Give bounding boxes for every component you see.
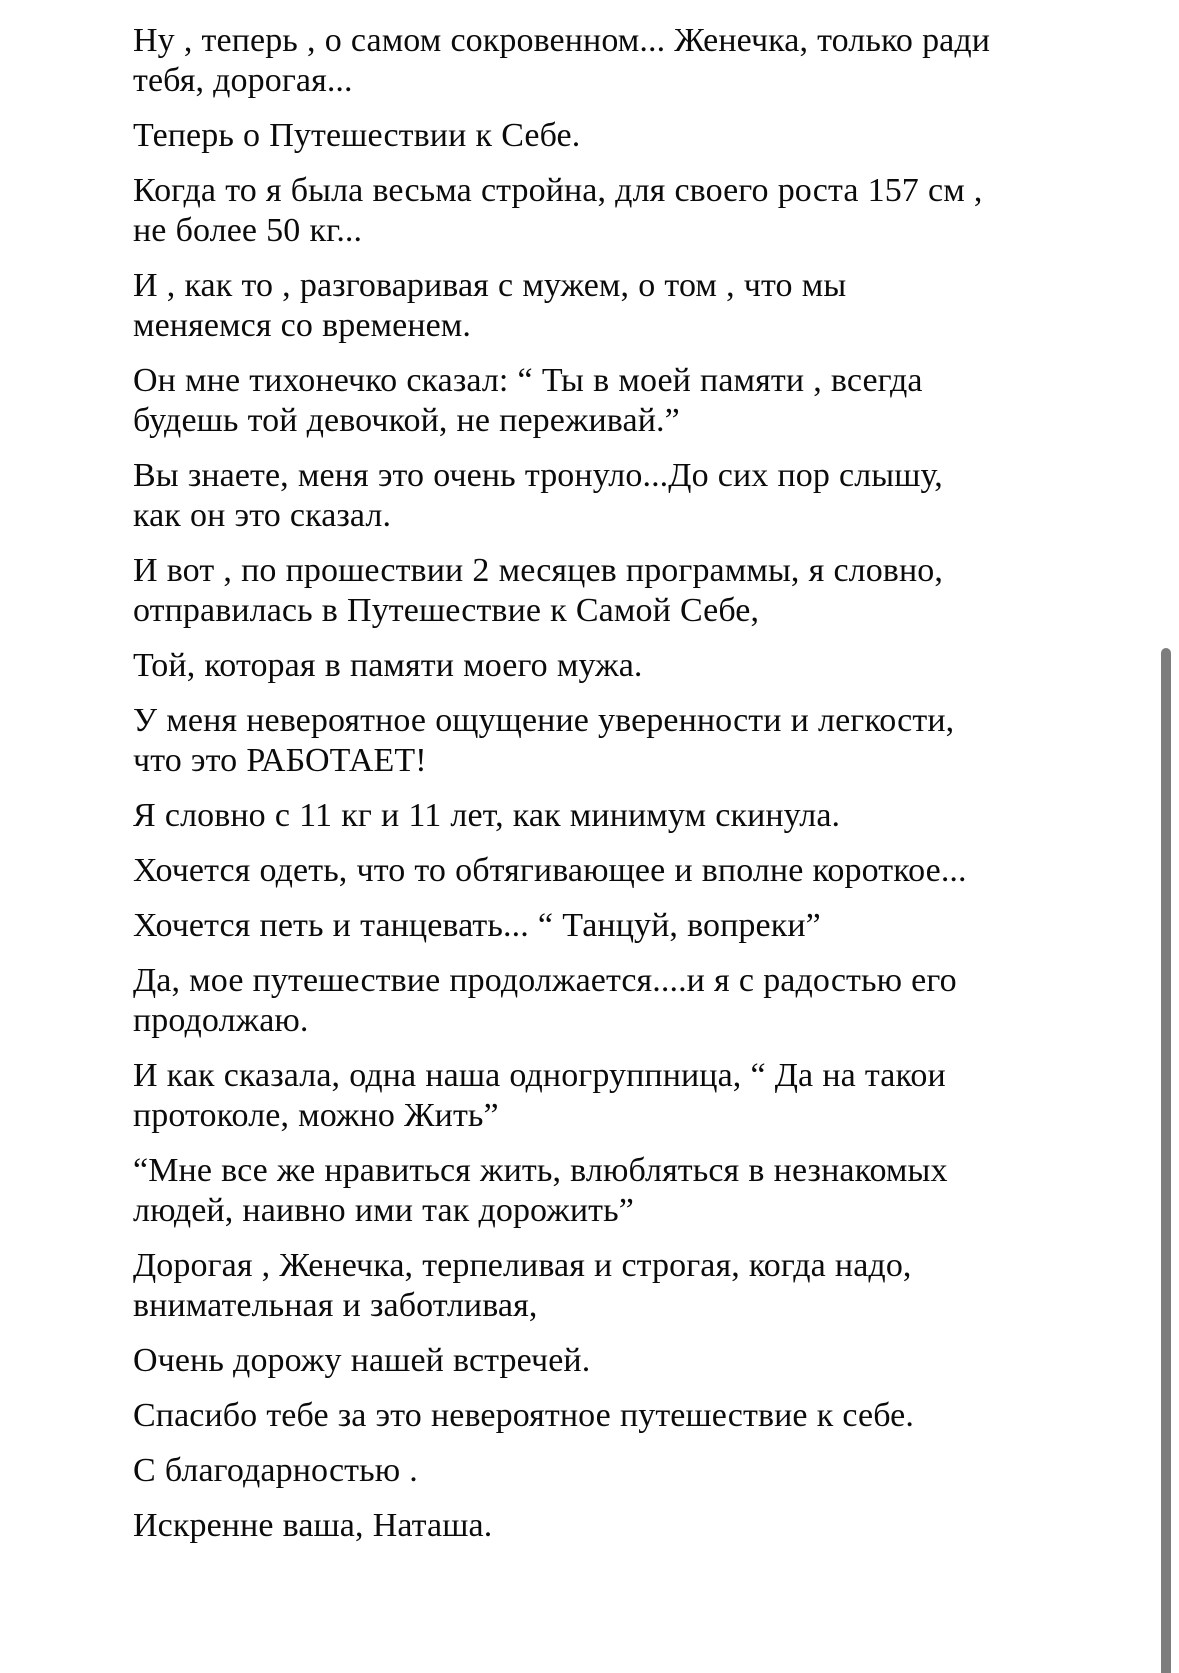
paragraph: Когда то я была весьма стройна, для своего роста 157 см , не более 50 кг...	[133, 172, 983, 249]
paragraph: Да, мое путешествие продолжается....и я с радостью его продолжаю.	[133, 962, 957, 1039]
paragraph: Хочется одеть, что то обтягивающее и вполне короткое...	[133, 852, 967, 889]
paragraph: Ну , теперь , о самом сокровенном... Женечка, только ради тебя, дорогая...	[133, 22, 991, 99]
paragraph: Очень дорожу нашей встречей.	[133, 1342, 591, 1379]
paragraph: Он мне тихонечко сказал: “ Ты в моей памяти , всегда будешь той девочкой, не переживай.”	[133, 362, 923, 439]
paragraph: И вот , по прошествии 2 месяцев программы, я словно, отправилась в Путешествие к Самой Себе,	[133, 552, 943, 629]
scrollbar-thumb[interactable]	[1161, 648, 1171, 1673]
paragraph: Той, которая в памяти моего мужа.	[133, 647, 643, 684]
paragraph: Вы знаете, меня это очень тронуло...До сих пор слышу, как он это сказал.	[133, 457, 943, 534]
paragraph: Я словно с 11 кг и 11 лет, как минимум скинула.	[133, 797, 841, 834]
paragraph: Хочется петь и танцевать... “ Танцуй, вопреки”	[133, 907, 821, 944]
paragraph: Искренне ваша, Наташа.	[133, 1507, 493, 1544]
paragraph: И как сказала, одна наша одногруппница, “ Да на такои протоколе, можно Жить”	[133, 1057, 946, 1134]
paragraph: Спасибо тебе за это невероятное путешествие к себе.	[133, 1397, 914, 1434]
paragraph: И , как то , разговаривая с мужем, о том , что мы меняемся со временем.	[133, 267, 847, 344]
paragraph: “Мне все же нравиться жить, влюбляться в незнакомых людей, наивно ими так дорожить”	[133, 1152, 948, 1229]
paragraph: С благодарностью .	[133, 1452, 418, 1489]
paragraph: У меня невероятное ощущение уверенности и легкости, что это РАБОТАЕТ!	[133, 702, 955, 779]
paragraph: Теперь о Путешествии к Себе.	[133, 117, 581, 154]
paragraph: Дорогая , Женечка, терпеливая и строгая, когда надо, внимательная и заботливая,	[133, 1247, 912, 1324]
